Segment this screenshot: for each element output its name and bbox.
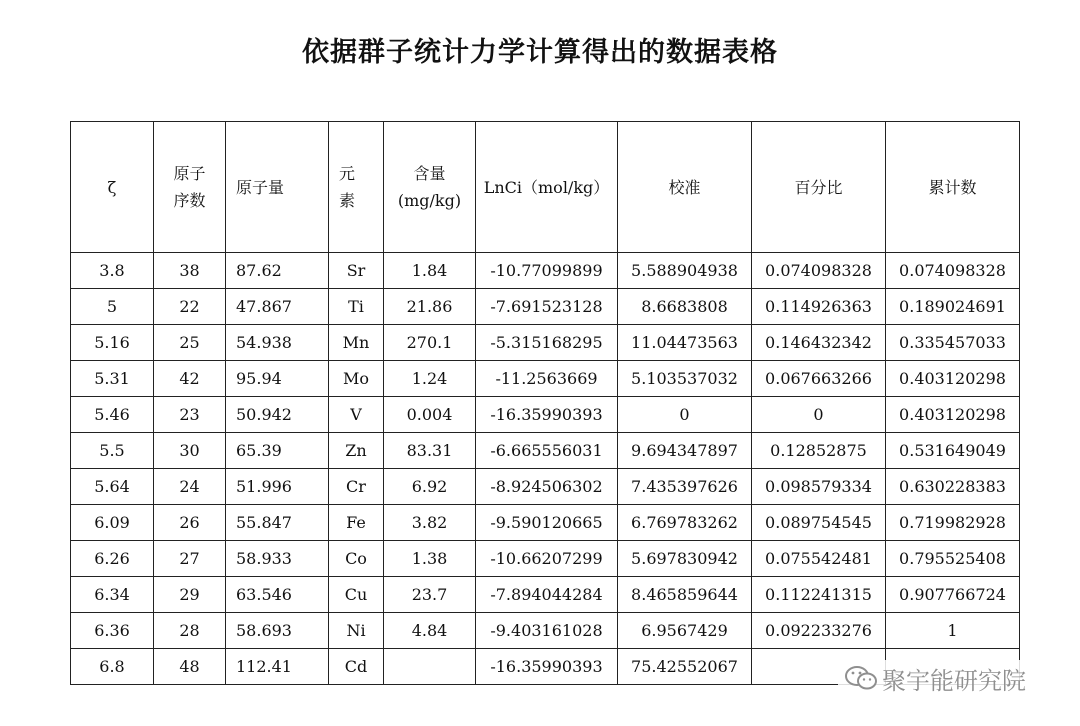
cell-content — [384, 649, 476, 685]
cell-zeta: 6.26 — [71, 541, 154, 577]
cell-element: Zn — [329, 433, 384, 469]
header-atomic-number: 原子 序数 — [154, 122, 226, 253]
cell-cumulative: 0.403120298 — [886, 361, 1020, 397]
cell-cumulative: 0.719982928 — [886, 505, 1020, 541]
cell-atomic-number: 25 — [154, 325, 226, 361]
cell-zeta: 5.64 — [71, 469, 154, 505]
data-table — [70, 121, 1020, 685]
cell-element: V — [329, 397, 384, 433]
table-row — [71, 397, 1020, 433]
cell-lnci: -16.35990393 — [476, 649, 618, 685]
cell-atomic-weight: 47.867 — [226, 289, 329, 325]
cell-zeta: 5.31 — [71, 361, 154, 397]
table-row — [71, 433, 1020, 469]
cell-lnci: -10.77099899 — [476, 253, 618, 289]
cell-zeta: 5.46 — [71, 397, 154, 433]
table-row — [71, 253, 1020, 289]
cell-content: 270.1 — [384, 325, 476, 361]
cell-calibration: 9.694347897 — [618, 433, 752, 469]
cell-content: 23.7 — [384, 577, 476, 613]
page-title: 依据群子统计力学计算得出的数据表格 — [302, 37, 778, 68]
cell-content: 1.24 — [384, 361, 476, 397]
cell-calibration: 8.465859644 — [618, 577, 752, 613]
cell-calibration: 8.6683808 — [618, 289, 752, 325]
cell-calibration: 0 — [618, 397, 752, 433]
cell-element: Ni — [329, 613, 384, 649]
cell-cumulative: 0.403120298 — [886, 397, 1020, 433]
cell-calibration: 6.769783262 — [618, 505, 752, 541]
cell-percentage: 0.092233276 — [752, 613, 886, 649]
header-element: 元 素 — [329, 122, 384, 253]
cell-percentage: 0.074098328 — [752, 253, 886, 289]
cell-calibration: 6.9567429 — [618, 613, 752, 649]
cell-element: Ti — [329, 289, 384, 325]
cell-atomic-weight: 58.933 — [226, 541, 329, 577]
cell-lnci: -9.403161028 — [476, 613, 618, 649]
cell-calibration: 5.588904938 — [618, 253, 752, 289]
cell-percentage: 0.12852875 — [752, 433, 886, 469]
cell-atomic-weight: 51.996 — [226, 469, 329, 505]
cell-calibration: 5.697830942 — [618, 541, 752, 577]
cell-element: Sr — [329, 253, 384, 289]
cell-lnci: -11.2563669 — [476, 361, 618, 397]
cell-content: 3.82 — [384, 505, 476, 541]
table-row — [71, 505, 1020, 541]
cell-atomic-weight: 95.94 — [226, 361, 329, 397]
cell-atomic-number: 30 — [154, 433, 226, 469]
cell-calibration: 11.04473563 — [618, 325, 752, 361]
cell-content: 83.31 — [384, 433, 476, 469]
cell-element: Co — [329, 541, 384, 577]
cell-lnci: -5.315168295 — [476, 325, 618, 361]
cell-percentage: 0 — [752, 397, 886, 433]
cell-content: 1.38 — [384, 541, 476, 577]
cell-element: Mn — [329, 325, 384, 361]
table-row — [71, 613, 1020, 649]
header-atomic-weight: 原子量 — [226, 122, 329, 253]
cell-content: 0.004 — [384, 397, 476, 433]
cell-calibration: 7.435397626 — [618, 469, 752, 505]
cell-lnci: -16.35990393 — [476, 397, 618, 433]
cell-atomic-number: 48 — [154, 649, 226, 685]
cell-cumulative: 0.795525408 — [886, 541, 1020, 577]
cell-content: 21.86 — [384, 289, 476, 325]
table-header-row — [71, 122, 1020, 253]
cell-content: 4.84 — [384, 613, 476, 649]
watermark-text: 聚宇能研究院 — [882, 666, 1026, 695]
cell-cumulative: 0.630228383 — [886, 469, 1020, 505]
header-content: 含量 (mg/kg) — [384, 122, 476, 253]
cell-cumulative: 0.907766724 — [886, 577, 1020, 613]
cell-zeta: 6.8 — [71, 649, 154, 685]
cell-atomic-weight: 65.39 — [226, 433, 329, 469]
cell-cumulative: 1 — [886, 613, 1020, 649]
table-row — [71, 541, 1020, 577]
cell-atomic-weight: 87.62 — [226, 253, 329, 289]
cell-zeta: 5 — [71, 289, 154, 325]
cell-cumulative: 0.189024691 — [886, 289, 1020, 325]
cell-atomic-weight: 54.938 — [226, 325, 329, 361]
cell-atomic-weight: 63.546 — [226, 577, 329, 613]
cell-lnci: -9.590120665 — [476, 505, 618, 541]
cell-zeta: 3.8 — [71, 253, 154, 289]
table-row — [71, 325, 1020, 361]
cell-content: 1.84 — [384, 253, 476, 289]
header-cumulative: 累计数 — [886, 122, 1020, 253]
table-row — [71, 361, 1020, 397]
header-lnci: LnCi（mol/kg） — [476, 122, 618, 253]
cell-percentage: 0.089754545 — [752, 505, 886, 541]
cell-calibration: 75.42552067 — [618, 649, 752, 685]
header-percentage: 百分比 — [752, 122, 886, 253]
cell-zeta: 5.5 — [71, 433, 154, 469]
cell-percentage: 0.075542481 — [752, 541, 886, 577]
cell-atomic-number: 42 — [154, 361, 226, 397]
cell-zeta: 5.16 — [71, 325, 154, 361]
cell-atomic-weight: 112.41 — [226, 649, 329, 685]
cell-cumulative: 0.531649049 — [886, 433, 1020, 469]
cell-content: 6.92 — [384, 469, 476, 505]
cell-element: Mo — [329, 361, 384, 397]
cell-cumulative: 0.074098328 — [886, 253, 1020, 289]
cell-atomic-weight: 55.847 — [226, 505, 329, 541]
cell-atomic-number: 22 — [154, 289, 226, 325]
cell-percentage: 0.112241315 — [752, 577, 886, 613]
cell-zeta: 6.09 — [71, 505, 154, 541]
cell-percentage: 0.146432342 — [752, 325, 886, 361]
header-calibration: 校准 — [618, 122, 752, 253]
header-zeta: ζ — [71, 122, 154, 253]
cell-lnci: -10.66207299 — [476, 541, 618, 577]
wechat-icon — [844, 665, 878, 691]
cell-percentage: 0.114926363 — [752, 289, 886, 325]
cell-atomic-number: 26 — [154, 505, 226, 541]
cell-lnci: -6.665556031 — [476, 433, 618, 469]
cell-atomic-number: 28 — [154, 613, 226, 649]
table-row — [71, 469, 1020, 505]
cell-lnci: -8.924506302 — [476, 469, 618, 505]
cell-atomic-number: 24 — [154, 469, 226, 505]
cell-atomic-weight: 58.693 — [226, 613, 329, 649]
cell-cumulative: 0.335457033 — [886, 325, 1020, 361]
table-row — [71, 289, 1020, 325]
cell-element: Fe — [329, 505, 384, 541]
watermark — [838, 660, 1032, 696]
cell-percentage: 0.067663266 — [752, 361, 886, 397]
cell-lnci: -7.691523128 — [476, 289, 618, 325]
cell-lnci: -7.894044284 — [476, 577, 618, 613]
cell-percentage: 0.098579334 — [752, 469, 886, 505]
cell-element: Cu — [329, 577, 384, 613]
cell-atomic-number: 27 — [154, 541, 226, 577]
cell-atomic-number: 38 — [154, 253, 226, 289]
cell-element: Cr — [329, 469, 384, 505]
cell-zeta: 6.36 — [71, 613, 154, 649]
cell-element: Cd — [329, 649, 384, 685]
cell-calibration: 5.103537032 — [618, 361, 752, 397]
table-row — [71, 577, 1020, 613]
cell-atomic-weight: 50.942 — [226, 397, 329, 433]
cell-atomic-number: 29 — [154, 577, 226, 613]
cell-zeta: 6.34 — [71, 577, 154, 613]
cell-atomic-number: 23 — [154, 397, 226, 433]
